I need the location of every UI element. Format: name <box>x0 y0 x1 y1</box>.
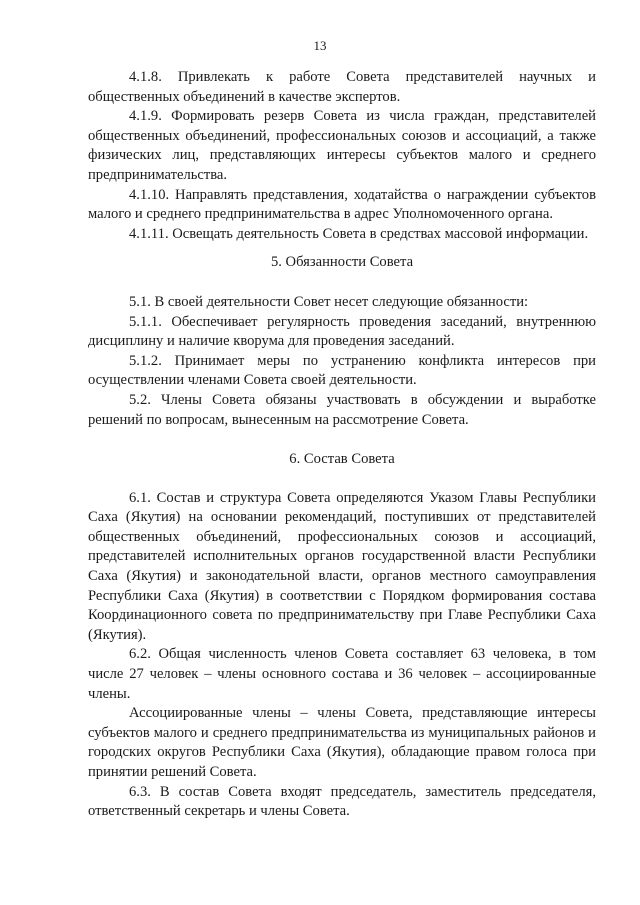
paragraph-5-2: 5.2. Члены Совета обязаны участвовать в обсуждении и выработке решений по вопросам, вынесенным на рассмотрение Совета. <box>88 391 596 428</box>
paragraph-5-1-2: 5.1.2. Принимает меры по устранению конфликта интересов при осуществлении членами Совета своей деятельности. <box>88 352 596 389</box>
paragraph-4-1-11: 4.1.11. Освещать деятельность Совета в средствах массовой информации. <box>129 225 589 242</box>
paragraph-4-1-10: 4.1.10. Направлять представления, ходатайства о награждении субъектов малого и среднего предпринимательства в адрес Уполномоченного органа. <box>88 186 596 223</box>
paragraph-6-3: 6.3. В состав Совета входят председатель, заместитель председателя, ответственный секретарь и члены Совета. <box>88 783 596 820</box>
page-number: 13 <box>313 38 327 53</box>
paragraph-4-1-8: 4.1.8. Привлекать к работе Совета представителей научных и общественных объединений в качестве экспертов. <box>88 69 596 105</box>
paragraph-associated-members: Ассоциированные члены – члены Совета, представляющие интересы субъектов малого и среднего предпринимательства из муниципальных районов и городских округов Республики Саха (Якутия), обладающие правом голоса при принятии решений Совета. <box>88 705 596 780</box>
document-body <box>88 68 596 822</box>
paragraph-6-1: 6.1. Состав и структура Совета определяются Указом Главы Республики Саха (Якутия) на основании рекомендаций, поступивших от представителей общественных объединений, профессиональных союзов и ассоциаций, представителей исполнительных органов государственной власти Республики Саха (Якутия) и законодательной власти, органов местного самоуправления Республики Саха (Якутия) в соответствии с Порядком формирования состава Координационного совета по предпринимательству при Главе Республики Саха (Якутия). <box>88 489 596 643</box>
paragraph-4-1-9: 4.1.9. Формировать резерв Совета из числа граждан, представителей общественных объединений, профессиональных союзов и ассоциаций, а также физических лиц, представляющих интересы субъектов малого и среднего предпринимательства. <box>88 108 596 183</box>
paragraph-5-1: 5.1. В своей деятельности Совет несет следующие обязанности: <box>129 293 529 310</box>
paragraph-5-1-1: 5.1.1. Обеспечивает регулярность проведения заседаний, внутреннюю дисциплину и наличие кворума для проведения заседаний. <box>88 313 596 350</box>
section-heading-6: 6. Состав Совета <box>289 451 395 468</box>
paragraph-6-2: 6.2. Общая численность членов Совета составляет 63 человека, в том числе 27 человек – члены основного состава и 36 человек – ассоциированные члены. <box>88 646 596 702</box>
section-heading-5: 5. Обязанности Совета <box>270 254 414 271</box>
